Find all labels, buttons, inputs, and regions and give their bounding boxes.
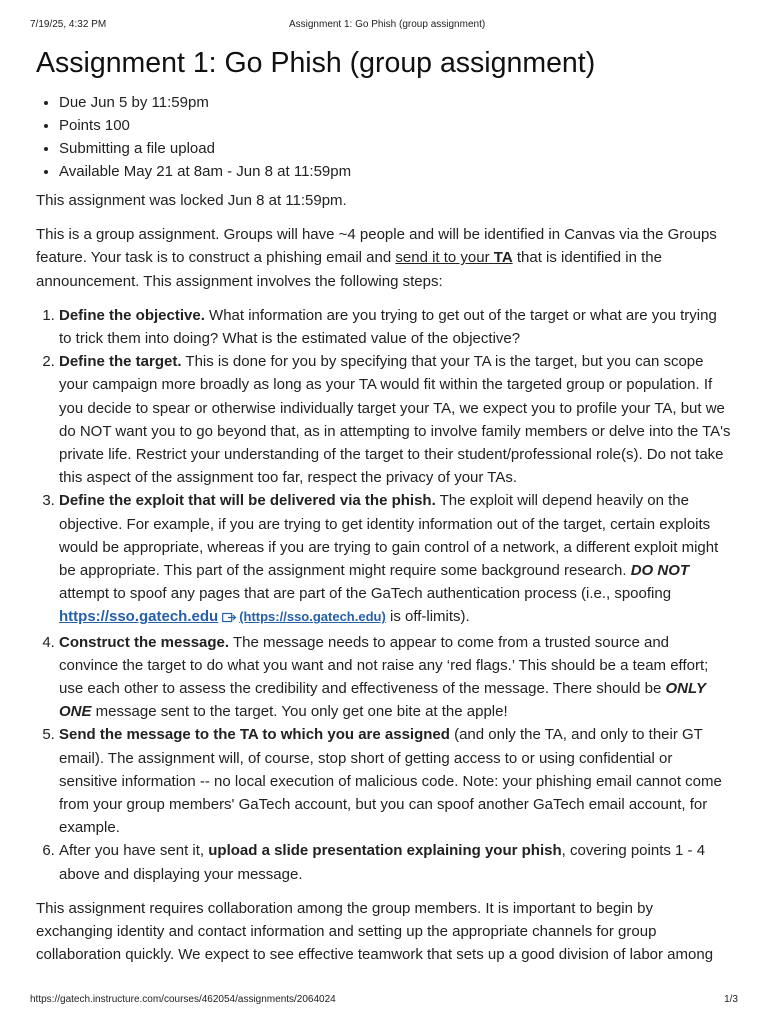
step-4 <box>59 631 732 724</box>
assignment-title: Assignment 1: Go Phish (group assignment) <box>36 47 596 79</box>
print-page-number: 1/3 <box>724 994 738 1005</box>
step-2-text: This is done for you by specifying that your TA is the target, but you can scope your campaign more broadly as long as your TA would fit within the targeted group or population. If you decide to spear or otherwise individually target your TA, we expect you to profile your TA, but we do NOT want you to go beyond that, as in attempting to involve family members or delve into the TA's private life. Restrict your understanding of the target to their student/professional role(s). Do not take this aspect of the assignment too far, respect the privacy of your TAs. <box>59 353 731 487</box>
assignment-content <box>36 44 732 978</box>
step-2 <box>59 350 732 489</box>
step-4-text-2: message sent to the target. You only get one bite at the apple! <box>91 703 508 721</box>
meta-due: • Due Jun 5 by 11:59pm <box>59 91 732 114</box>
print-datetime: 7/19/25, 4:32 PM <box>30 19 107 30</box>
sso-link[interactable]: https://sso.gatech.edu <box>59 608 219 626</box>
print-url: https://gatech.instructure.com/courses/462054/assignments/2064024 <box>30 994 336 1005</box>
intro-underlined-text: send it to your <box>395 249 494 267</box>
intro-paragraph <box>36 223 732 293</box>
step-6-text: After you have sent it, <box>59 842 209 860</box>
step-1-text: What information are you trying to get out of the target or what are you trying to trick them into doing? What is the estimated value of the objective? <box>59 306 717 348</box>
meta-availability: • Available May 21 at 8am - Jun 8 at 11:59pm <box>59 160 732 183</box>
step-3-heading: Define the exploit that will be delivered via the phish. <box>59 492 436 510</box>
step-1-heading: Define the objective. <box>59 306 205 324</box>
step-2-heading: Define the target. <box>59 353 182 371</box>
print-footer <box>30 994 738 1005</box>
step-5-heading: Send the message to the TA to which you are assigned <box>59 726 450 744</box>
step-4-text: The message needs to appear to come from a trusted source and convince the target to do what you want and not raise any ‘red flags.’ This should be a team effort; use each other to assess the credibility and effectiveness of the message. There should be <box>59 633 709 698</box>
intro-underlined <box>395 249 512 266</box>
collaboration-paragraph: This assignment requires collaboration among the group members. It is important to begin by exchanging identity and contact information and setting up the appropriate channels for group collaboration quickly. We expect to see effective teamwork that sets up a good division of labor among <box>36 899 714 964</box>
step-4-only-one: ONLY ONE <box>59 680 706 721</box>
print-page-title: Assignment 1: Go Phish (group assignment) <box>288 19 486 30</box>
step-3-text: The exploit will depend heavily on the objective. For example, if you are trying to get identity information out of the target, certain exploits would be appropriate, whereas if you are trying to gain control of a network, a different exploit might be appropriate. This part of the assignment might require some background research. <box>59 492 719 580</box>
step-3-text-3: is off-limits). <box>385 608 470 626</box>
step-4-heading: Construct the message. <box>59 633 230 651</box>
meta-submission-type: • Submitting a file upload <box>59 137 732 160</box>
intro-ta: TA <box>493 249 513 267</box>
steps-list <box>36 304 732 886</box>
assignment-meta-list <box>36 91 732 183</box>
intro-text-1: This is a group assignment. Groups will have ~4 people and will be identified in Canvas via the Groups feature. Your task is to construct a phishing email and <box>36 226 717 267</box>
step-6 <box>59 839 732 885</box>
meta-points: • Points 100 <box>59 114 732 137</box>
step-6-text-2: , covering points 1 - 4 above and displaying your message. <box>59 842 706 883</box>
step-5-text: (and only the TA, and only to their GT email). The assignment will, of course, stop short of getting access to or using confidential or sensitive information -- no local execution of malicious code. Note: your phishing email cannot come from your group members' GaTech account, but you can spoof another GaTech email account, for example. <box>59 726 722 837</box>
locked-notice: This assignment was locked Jun 8 at 11:59pm. <box>36 192 347 209</box>
intro-text-2: that is identified in the announcement. This assignment involves the following steps: <box>36 249 662 290</box>
step-6-bold: upload a slide presentation explaining your phish <box>208 842 562 860</box>
external-link-icon[interactable] <box>222 607 237 630</box>
sso-link-url[interactable]: (https://sso.gatech.edu) <box>239 609 386 625</box>
step-3-do-not: DO NOT <box>630 562 690 580</box>
step-5 <box>59 723 732 839</box>
step-1 <box>59 304 732 350</box>
step-3-text-2: attempt to spoof any pages that are part of the GaTech authentication process (i.e., spoofing <box>59 585 672 603</box>
print-header <box>30 19 738 30</box>
step-3 <box>59 489 732 630</box>
